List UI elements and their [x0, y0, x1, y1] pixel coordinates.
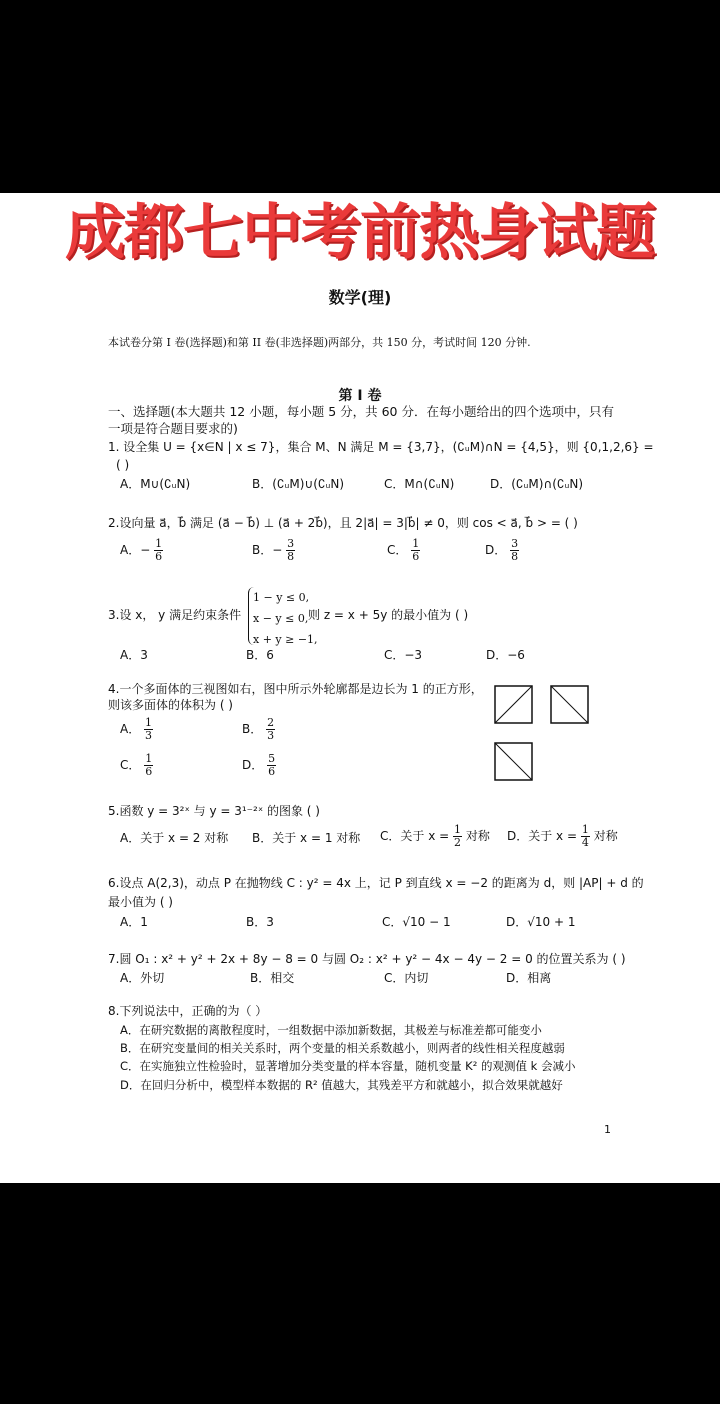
q6-option-a: A．1 [120, 915, 148, 929]
q2-option-d [485, 538, 519, 563]
q4-option-b [242, 717, 275, 742]
q2-option-a-label: A．− [120, 543, 151, 557]
q3-option-d: D．−6 [486, 648, 525, 662]
q4-option-d-fraction [267, 753, 276, 778]
exam-note: 本试卷分第 I 卷(选择题)和第 II 卷(非选择题)两部分，共 150 分，考试时间 120 分钟. [108, 336, 531, 349]
q5-option-c [380, 824, 490, 849]
q3-option-b: B．6 [246, 648, 274, 662]
exam-page [0, 193, 720, 1183]
fraction-numerator: 1 [155, 537, 163, 550]
q5-stem: 5.函数 y = 3²ˣ 与 y = 3¹⁻²ˣ 的图象 ( ) [108, 804, 320, 818]
q2-option-c-fraction [411, 538, 420, 563]
q5-option-d [507, 824, 618, 849]
q4-option-c-fraction [144, 753, 153, 778]
fraction-numerator: 2 [267, 716, 275, 729]
q4-option-a-label: A． [120, 722, 141, 736]
q3-option-c: C．−3 [384, 648, 423, 662]
q1-stem: 1. 设全集 U = {x∈N | x ≤ 7}，集合 M、N 满足 M = {3,7}，(∁ᵤM)∩N = {4,5}，则 {0,1,2,6} = [108, 440, 654, 454]
q8-option-a: A．在研究数据的离散程度时，一组数据中添加新数据，其极差与标准差都可能变小 [120, 1023, 542, 1037]
q4-option-c [120, 753, 153, 778]
q4-line-1: 4.一个多面体的三视图如右，图中所示外轮廓都是边长为 1 的正方形， [108, 682, 483, 696]
q3-constraint-3: x + y ≥ −1, [253, 633, 318, 646]
q5-option-b: B．关于 x = 1 对称 [252, 831, 361, 845]
page-number: 1 [604, 1123, 611, 1136]
fraction-numerator: 1 [412, 537, 420, 550]
fraction-denominator: 3 [267, 729, 275, 742]
q4-option-d-label: D． [242, 758, 264, 772]
q4-option-a-fraction [144, 717, 153, 742]
q4-option-c-label: C． [120, 758, 141, 772]
q6-option-b: B．3 [246, 915, 274, 929]
q2-option-a-fraction [154, 538, 163, 563]
q4-option-d [242, 753, 276, 778]
q8-option-d: D．在回归分析中，模型样本数据的 R² 值越大，其残差平方和就越小，拟合效果就越好 [120, 1078, 563, 1092]
front-view-diagram [494, 685, 534, 725]
fraction-numerator: 1 [145, 752, 153, 765]
q4-option-a [120, 717, 153, 742]
section-line-2: 一项是符合题目要求的) [108, 421, 238, 436]
q5-option-c-label: C．关于 x = [380, 829, 450, 843]
fraction-numerator: 3 [511, 537, 519, 550]
q1-paren: ( ) [116, 458, 130, 472]
fraction-denominator: 4 [581, 836, 589, 849]
fraction-numerator: 1 [454, 823, 461, 836]
q4-option-b-label: B． [242, 722, 263, 736]
q5-option-d-label: D．关于 x = [507, 829, 578, 843]
fraction-denominator: 3 [145, 729, 153, 742]
side-view-diagram [550, 685, 590, 725]
section-line-1: 一、选择题(本大题共 12 小题，每小题 5 分，共 60 分．在每小题给出的四个选项中，只有 [108, 404, 614, 419]
bottom-black-bar [0, 1183, 720, 1404]
q5-option-a: A．关于 x = 2 对称 [120, 831, 229, 845]
q2-option-b-label: B．− [252, 543, 283, 557]
q7-option-d: D．相离 [506, 971, 552, 985]
q2-option-b [252, 538, 295, 563]
fraction-denominator: 6 [155, 550, 163, 563]
volume-heading: 第 I 卷 [338, 388, 382, 404]
q7-option-c: C．内切 [384, 971, 429, 985]
fraction-denominator: 8 [511, 550, 519, 563]
q5-option-d-fraction [581, 824, 590, 849]
q2-option-d-fraction [510, 538, 519, 563]
q3-constraint-2: x − y ≤ 0, [253, 612, 309, 625]
top-view-diagram [494, 742, 534, 782]
q4-line-2: 则该多面体的体积为 ( ) [108, 698, 233, 712]
q2-option-c-label: C． [387, 543, 408, 557]
q4-option-b-fraction [266, 717, 275, 742]
q2-option-b-fraction [286, 538, 295, 563]
fraction-denominator: 2 [454, 836, 461, 849]
fraction-numerator: 5 [268, 752, 276, 765]
q6-line-2: 最小值为 ( ) [108, 895, 173, 909]
q7-option-b: B．相交 [250, 971, 295, 985]
fraction-numerator: 1 [581, 823, 589, 836]
q7-stem: 7.圆 O₁ : x² + y² + 2x + 8y − 8 = 0 与圆 O₂ : x² + y² − 4x − 4y − 2 = 0 的位置关系为 ( ) [108, 952, 626, 966]
banner-title: 成都七中考前热身试题 [65, 198, 655, 268]
q2-option-c [387, 538, 420, 563]
q1-option-a: A．M∪(∁ᵤN) [120, 477, 191, 491]
q3-stem-post: 则 z = x + 5y 的最小值为 ( ) [308, 608, 469, 622]
fraction-numerator: 1 [145, 716, 153, 729]
q7-option-a: A．外切 [120, 971, 165, 985]
top-black-bar [0, 0, 720, 193]
q5-option-c-suffix: 对称 [465, 829, 490, 843]
q8-stem: 8.下列说法中，正确的为（ ） [108, 1004, 268, 1018]
q1-option-c: C．M∩(∁ᵤN) [384, 477, 455, 491]
fraction-denominator: 6 [412, 550, 420, 563]
q6-option-d: D．√10 + 1 [506, 915, 576, 929]
q2-option-d-label: D． [485, 543, 507, 557]
q1-option-b: B．(∁ᵤM)∪(∁ᵤN) [252, 477, 345, 491]
q6-option-c: C．√10 − 1 [382, 915, 451, 929]
q2-option-a [120, 538, 163, 563]
q8-option-c: C．在实施独立性检验时，显著增加分类变量的样本容量，随机变量 K² 的观测值 k 会减小 [120, 1059, 576, 1073]
q3-option-a: A．3 [120, 648, 148, 662]
q8-option-b: B．在研究变量间的相关关系时，两个变量的相关系数越小，则两者的线性相关程度越弱 [120, 1041, 565, 1055]
subject-title: 数学(理) [328, 288, 392, 307]
q5-option-d-suffix: 对称 [593, 829, 618, 843]
fraction-denominator: 6 [268, 765, 276, 778]
q6-line-1: 6.设点 A(2,3)，动点 P 在抛物线 C : y² = 4x 上，记 P 到直线 x = −2 的距离为 d，则 |AP| + d 的 [108, 876, 644, 890]
q3-constraint-1: 1 − y ≤ 0, [253, 591, 310, 604]
q2-stem: 2.设向量 a⃗，b⃗ 满足 (a⃗ − b⃗) ⊥ (a⃗ + 2b⃗)，且 2|a⃗| = 3|b⃗| ≠ 0，则 cos < a⃗, b⃗ > = ( ) [108, 516, 578, 530]
q1-option-d: D．(∁ᵤM)∩(∁ᵤN) [490, 477, 584, 491]
q3-stem-pre: 3.设 x， y 满足约束条件 [108, 608, 242, 622]
fraction-denominator: 8 [287, 550, 295, 563]
fraction-numerator: 3 [287, 537, 295, 550]
q5-option-c-fraction [453, 824, 462, 849]
fraction-denominator: 6 [145, 765, 153, 778]
